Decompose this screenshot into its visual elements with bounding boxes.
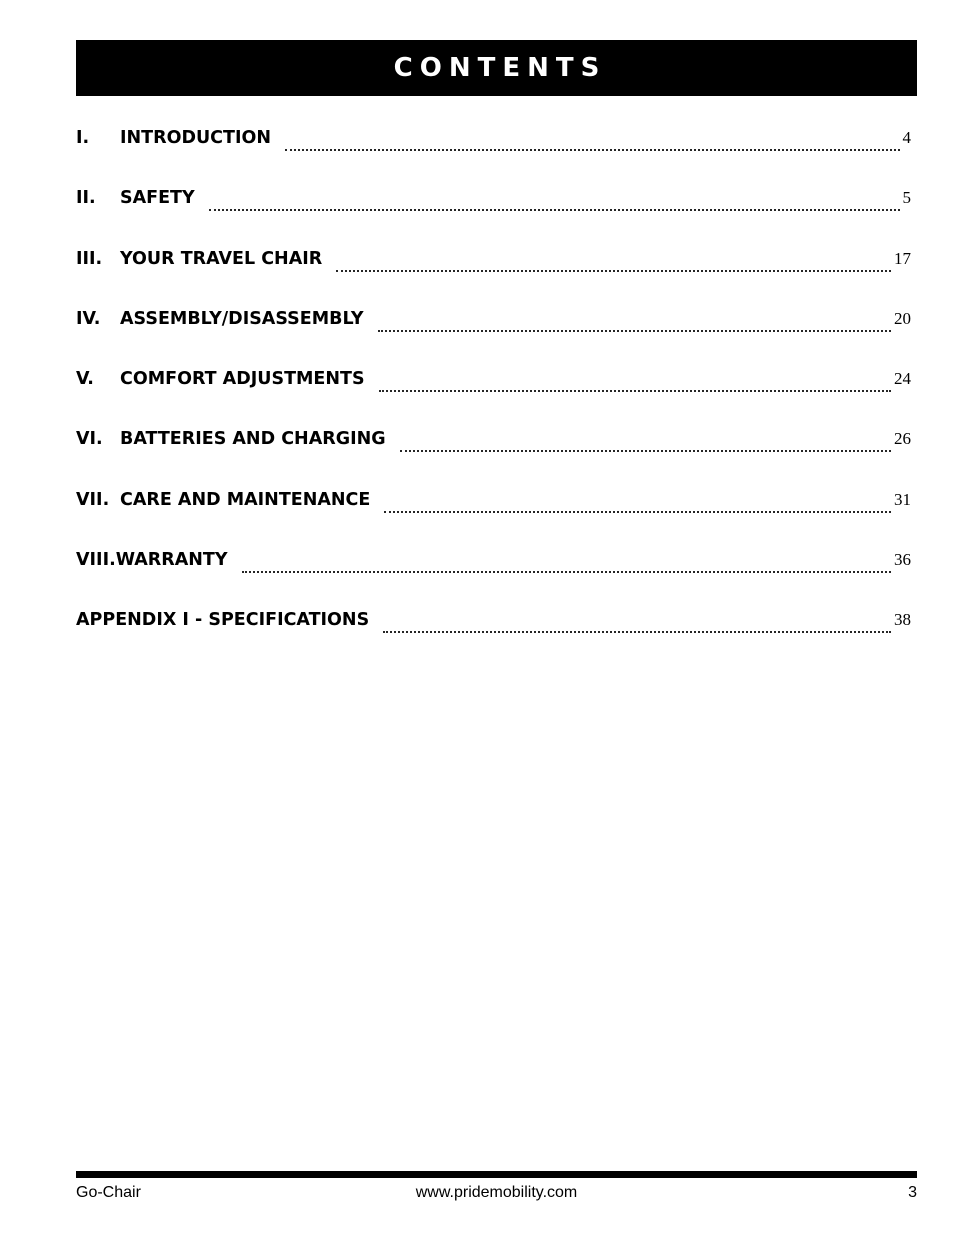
toc-entry-page: 36: [894, 550, 911, 569]
toc-entry-title: ASSEMBLY/DISASSEMBLY: [120, 309, 364, 329]
toc-entry-comfort-adjustments[interactable]: [76, 369, 911, 399]
footer-divider: [76, 1171, 917, 1178]
toc-entry-warranty[interactable]: [76, 550, 911, 580]
footer-website[interactable]: www.pridemobility.com: [415, 1184, 578, 1201]
toc-leader-dots: [378, 329, 891, 332]
toc-entry-number: III.: [76, 249, 103, 269]
toc-entry-page: 26: [894, 429, 911, 448]
toc-entry-number: VI.: [76, 429, 103, 449]
toc-entry-page: 38: [894, 610, 911, 629]
toc-entry-your-travel-chair[interactable]: [76, 249, 911, 279]
toc-entry-number: II.: [76, 188, 96, 208]
toc-entry-number: V.: [76, 369, 94, 389]
toc-entry-assembly-disassembly[interactable]: [76, 309, 911, 339]
toc-entry-page: 20: [894, 309, 911, 328]
footer-page-number: 3: [908, 1184, 917, 1201]
toc-entry-title: CARE AND MAINTENANCE: [120, 490, 371, 510]
toc-entry-page: 31: [894, 490, 911, 509]
toc-entry-page: 24: [894, 369, 911, 388]
toc-leader-dots: [379, 389, 891, 392]
toc-leader-dots: [285, 148, 900, 151]
toc-entry-page: 17: [894, 249, 911, 268]
toc-entry-introduction[interactable]: [76, 128, 911, 158]
toc-entry-safety[interactable]: [76, 188, 911, 218]
toc-entry-title: WARRANTY: [115, 550, 228, 570]
toc-entry-page: 5: [902, 188, 911, 207]
page-footer: [76, 1184, 917, 1204]
toc-entry-title: INTRODUCTION: [120, 128, 271, 148]
toc-leader-dots: [384, 510, 891, 513]
toc-entry-number: VII.: [76, 490, 110, 510]
toc-leader-dots: [209, 208, 900, 211]
toc-entry-number: I.: [76, 128, 90, 148]
toc-entry-number: IV.: [76, 309, 101, 329]
toc-entry-number: VIII.: [76, 550, 116, 570]
toc-leader-dots: [242, 570, 891, 573]
toc-entry-title: APPENDIX I - SPECIFICATIONS: [76, 610, 370, 630]
toc-leader-dots: [400, 449, 891, 452]
toc-entry-title: SAFETY: [120, 188, 195, 208]
toc-entry-care-and-maintenance[interactable]: [76, 490, 911, 520]
toc-entry-appendix-specifications[interactable]: [76, 610, 911, 640]
page-title: CONTENTS: [393, 53, 607, 83]
toc-leader-dots: [336, 269, 891, 272]
contents-banner: [76, 40, 917, 96]
toc-leader-dots: [383, 630, 891, 633]
toc-entry-title: BATTERIES AND CHARGING: [120, 429, 386, 449]
toc-entry-batteries-and-charging[interactable]: [76, 429, 911, 459]
toc-entry-title: COMFORT ADJUSTMENTS: [120, 369, 365, 389]
toc-entry-page: 4: [902, 128, 911, 147]
toc-entry-title: YOUR TRAVEL CHAIR: [120, 249, 323, 269]
footer-product-name: Go-Chair: [76, 1184, 141, 1201]
